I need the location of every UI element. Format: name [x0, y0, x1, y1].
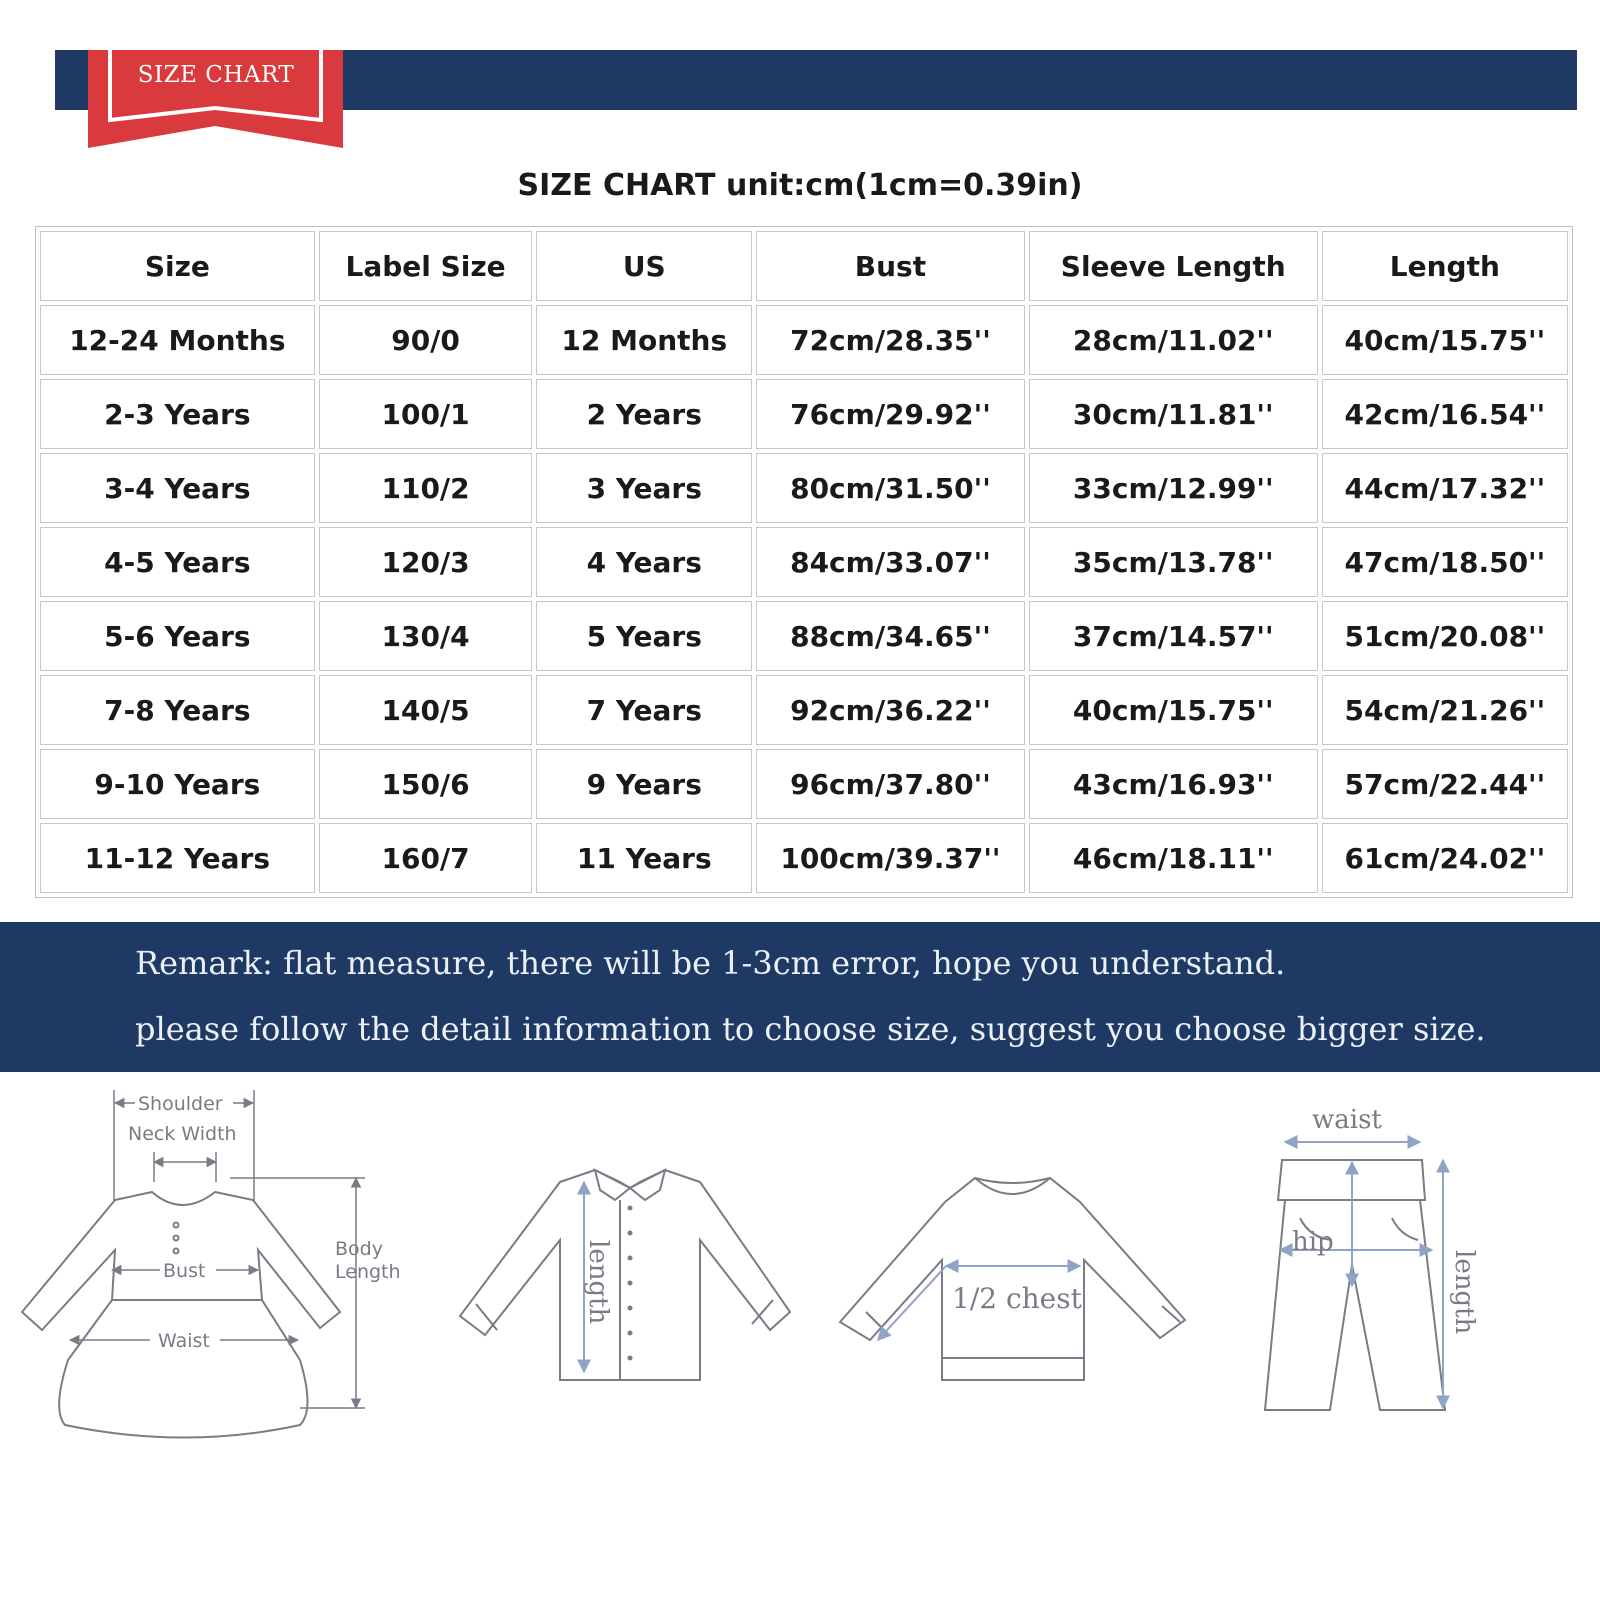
shirt-diagram	[460, 1170, 790, 1380]
column-header-label-size: Label Size	[319, 231, 533, 301]
table-title: SIZE CHART unit:cm(1cm=0.39in)	[517, 168, 1083, 203]
cell-label-size: 130/4	[319, 601, 533, 671]
column-header-sleeve-length: Sleeve Length	[1029, 231, 1318, 301]
cell-us: 4 Years	[536, 527, 752, 597]
cell-length: 57cm/22.44''	[1322, 749, 1568, 819]
measurement-diagrams	[0, 1090, 1600, 1450]
cell-bust: 72cm/28.35''	[756, 305, 1025, 375]
cell-sleeve-length: 28cm/11.02''	[1029, 305, 1318, 375]
label-waist: Waist	[158, 1330, 210, 1352]
cell-length: 51cm/20.08''	[1322, 601, 1568, 671]
cell-size: 7-8 Years	[40, 675, 315, 745]
cell-sleeve-length: 37cm/14.57''	[1029, 601, 1318, 671]
table-row	[40, 749, 1568, 819]
cell-length: 44cm/17.32''	[1322, 453, 1568, 523]
pants-diagram	[1265, 1160, 1445, 1410]
cell-us: 11 Years	[536, 823, 752, 893]
cell-length: 42cm/16.54''	[1322, 379, 1568, 449]
label-pants-waist: waist	[1312, 1105, 1382, 1135]
label-pants-length: length	[1449, 1250, 1479, 1335]
cell-label-size: 120/3	[319, 527, 533, 597]
cell-size: 3-4 Years	[40, 453, 315, 523]
remark-banner	[0, 922, 1600, 1072]
label-bust: Bust	[163, 1260, 206, 1282]
cell-bust: 76cm/29.92''	[756, 379, 1025, 449]
sleeve-arrow	[878, 1266, 946, 1340]
table-header-row	[40, 231, 1568, 301]
cell-length: 47cm/18.50''	[1322, 527, 1568, 597]
size-table	[35, 226, 1573, 898]
cell-label-size: 90/0	[319, 305, 533, 375]
cell-label-size: 140/5	[319, 675, 533, 745]
cell-size: 12-24 Months	[40, 305, 315, 375]
cell-us: 2 Years	[536, 379, 752, 449]
label-body-length: Length	[335, 1261, 401, 1283]
cell-us: 5 Years	[536, 601, 752, 671]
cell-size: 2-3 Years	[40, 379, 315, 449]
cell-length: 40cm/15.75''	[1322, 305, 1568, 375]
cell-size: 5-6 Years	[40, 601, 315, 671]
cell-us: 9 Years	[536, 749, 752, 819]
cell-bust: 100cm/39.37''	[756, 823, 1025, 893]
cell-label-size: 110/2	[319, 453, 533, 523]
table-row	[40, 675, 1568, 745]
cell-bust: 88cm/34.65''	[756, 601, 1025, 671]
label-neck-width: Neck Width	[128, 1123, 237, 1145]
cell-us: 3 Years	[536, 453, 752, 523]
cell-bust: 96cm/37.80''	[756, 749, 1025, 819]
column-header-length: Length	[1322, 231, 1568, 301]
label-shoulder: Shoulder	[138, 1093, 223, 1115]
cell-sleeve-length: 33cm/12.99''	[1029, 453, 1318, 523]
label-shirt-length: length	[583, 1240, 613, 1325]
remark-line-2: please follow the detail information to choose size, suggest you choose bigger size.	[135, 1010, 1486, 1048]
table-row	[40, 527, 1568, 597]
cell-sleeve-length: 40cm/15.75''	[1029, 675, 1318, 745]
label-half-chest: 1/2 chest	[952, 1282, 1082, 1315]
cell-sleeve-length: 30cm/11.81''	[1029, 379, 1318, 449]
cell-bust: 84cm/33.07''	[756, 527, 1025, 597]
cell-us: 12 Months	[536, 305, 752, 375]
cell-sleeve-length: 35cm/13.78''	[1029, 527, 1318, 597]
remark-line-1: Remark: flat measure, there will be 1-3cm error, hope you understand.	[135, 944, 1286, 982]
size-chart-badge-label: SIZE CHART	[137, 62, 295, 88]
label-hip: hip	[1292, 1227, 1334, 1257]
cell-label-size: 160/7	[319, 823, 533, 893]
cell-size: 4-5 Years	[40, 527, 315, 597]
cell-length: 61cm/24.02''	[1322, 823, 1568, 893]
column-header-us: US	[536, 231, 752, 301]
table-row	[40, 823, 1568, 893]
cell-label-size: 100/1	[319, 379, 533, 449]
pants-arrows	[1280, 1142, 1443, 1408]
table-row	[40, 453, 1568, 523]
table-row	[40, 379, 1568, 449]
cell-size: 11-12 Years	[40, 823, 315, 893]
cell-bust: 92cm/36.22''	[756, 675, 1025, 745]
column-header-size: Size	[40, 231, 315, 301]
cell-size: 9-10 Years	[40, 749, 315, 819]
label-body: Body	[335, 1238, 383, 1260]
cell-bust: 80cm/31.50''	[756, 453, 1025, 523]
cell-label-size: 150/6	[319, 749, 533, 819]
cell-sleeve-length: 43cm/16.93''	[1029, 749, 1318, 819]
cell-sleeve-length: 46cm/18.11''	[1029, 823, 1318, 893]
sweater-diagram	[840, 1178, 1185, 1380]
table-row	[40, 305, 1568, 375]
cell-length: 54cm/21.26''	[1322, 675, 1568, 745]
cell-us: 7 Years	[536, 675, 752, 745]
table-row	[40, 601, 1568, 671]
column-header-bust: Bust	[756, 231, 1025, 301]
